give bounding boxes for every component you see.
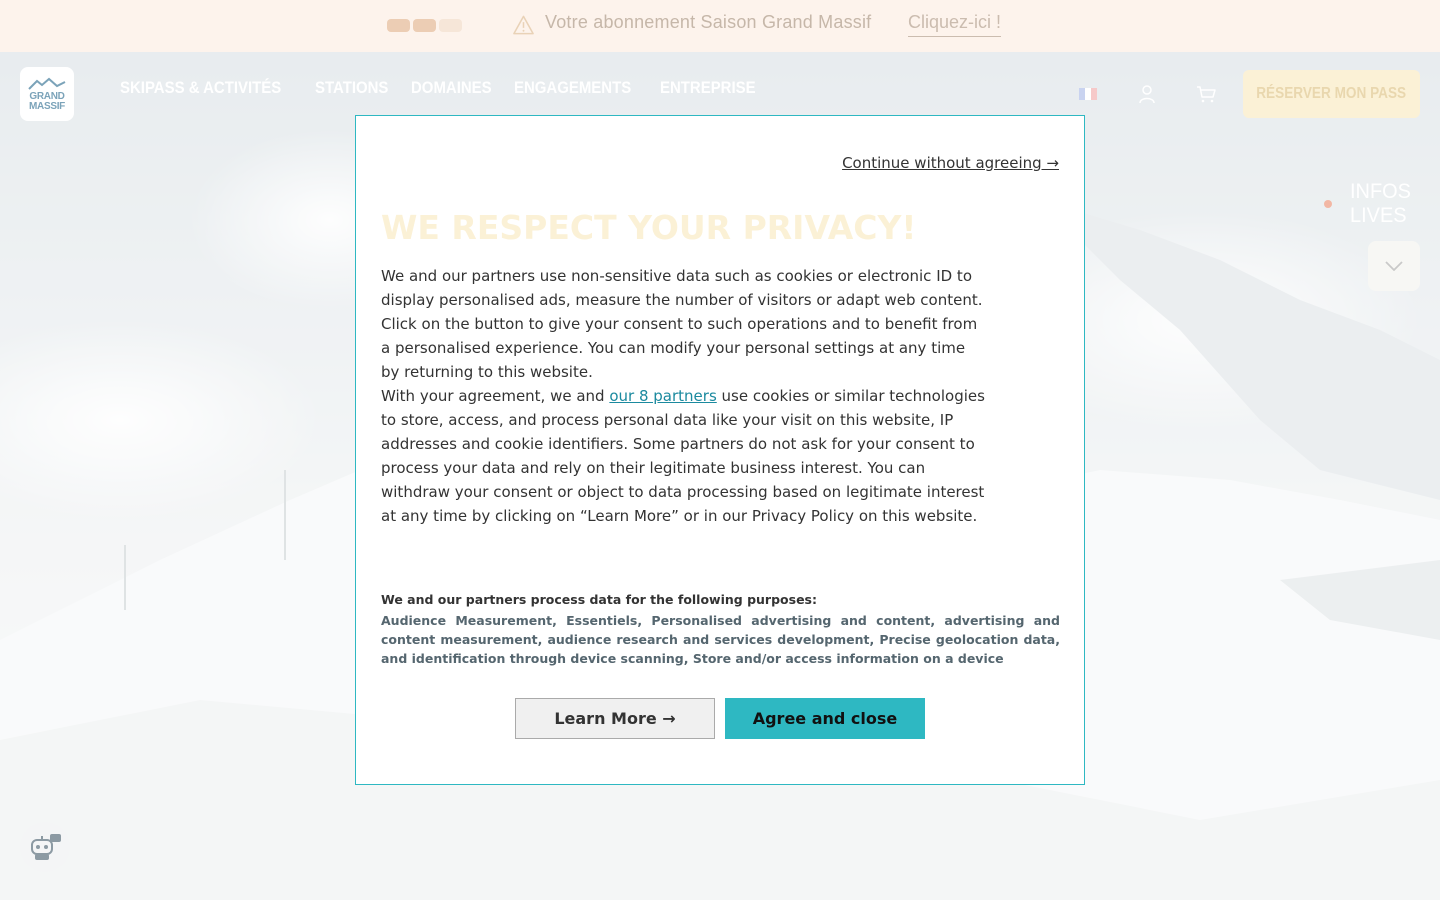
pagination-dot[interactable] — [387, 19, 410, 32]
consent-paragraph-2: Click on the button to give your consent to such operations and to benefit from a personalised experience. You can modify your personal settings at any time by returning to this website. — [381, 315, 978, 381]
fr-flag-icon[interactable] — [1079, 88, 1097, 100]
robot-chat-icon — [28, 832, 62, 862]
chevron-down-icon — [1385, 261, 1403, 271]
partners-link[interactable]: our 8 partners — [609, 387, 717, 405]
pagination-dot[interactable] — [413, 19, 436, 32]
grand-massif-logo[interactable] — [20, 67, 74, 121]
logo-text-line1: GRAND — [29, 90, 65, 102]
banner-pagination — [387, 19, 462, 32]
nav-item-engagements[interactable]: ENGAGEMENTS — [514, 78, 632, 97]
logo-text-line2: MASSIF — [29, 100, 65, 112]
live-indicator-dot — [1324, 200, 1332, 208]
infos-lives-line2: LIVES — [1350, 204, 1407, 227]
reserve-pass-label: RÉSERVER MON PASS — [1256, 85, 1407, 102]
chatbot-button[interactable] — [20, 822, 70, 872]
cart-icon[interactable] — [1196, 85, 1216, 103]
mountain-logo-icon — [27, 77, 67, 91]
purposes-list: Audience Measurement, Essentiels, Personalised advertising and content, advertising and content measurement, audience research and services development, Precise geolocation data, and identification through device scanning, Store and/or access information on a device — [381, 613, 1060, 666]
infos-lives-label[interactable] — [1350, 180, 1411, 228]
consent-paragraph-3 — [381, 384, 986, 528]
nav-item-skipass[interactable]: SKIPASS & ACTIVITÉS — [120, 78, 282, 97]
nav-item-stations[interactable]: STATIONS — [315, 78, 389, 97]
reserve-pass-button[interactable] — [1243, 70, 1420, 118]
consent-paragraph-1: We and our partners use non-sensitive data such as cookies or electronic ID to display personalised ads, measure the number of visitors or adapt web content. — [381, 267, 983, 309]
infos-lives-toggle[interactable] — [1368, 241, 1420, 291]
announcement-banner — [0, 0, 1440, 52]
pagination-dot[interactable] — [439, 19, 462, 32]
learn-more-button[interactable]: Learn More → — [515, 698, 715, 739]
consent-title: WE RESPECT YOUR PRIVACY! — [381, 208, 917, 247]
purposes-heading: We and our partners process data for the following purposes: — [381, 592, 817, 607]
consent-body — [381, 264, 986, 528]
consent-paragraph-3-start: With your agreement, we and — [381, 387, 610, 405]
nav-item-entreprise[interactable]: ENTREPRISE — [659, 78, 756, 97]
cookie-consent-dialog — [355, 115, 1085, 785]
banner-link[interactable]: Cliquez-ici ! — [908, 12, 1001, 37]
continue-without-agreeing-link[interactable]: Continue without agreeing → — [842, 154, 1059, 172]
main-nav — [120, 78, 803, 98]
banner-message: Votre abonnement Saison Grand Massif — [545, 12, 872, 32]
consent-paragraph-3-end: use cookies or similar technologies to store, access, and process personal data like your visit on this website, IP addresses and cookie identifiers. Some partners do not ask for your consent to process your data and rely on their legitimate business interest. You can withdraw your consent or object to data processing based on legitimate interest at any time by clicking on “Learn More” or in our Privacy Policy on this website. — [381, 387, 985, 525]
agree-and-close-button[interactable]: Agree and close — [725, 698, 925, 739]
nav-item-domaines[interactable]: DOMAINES — [410, 78, 492, 97]
warning-icon — [512, 14, 535, 36]
infos-lives-line1: INFOS — [1350, 180, 1411, 203]
user-account-icon[interactable] — [1138, 84, 1156, 104]
